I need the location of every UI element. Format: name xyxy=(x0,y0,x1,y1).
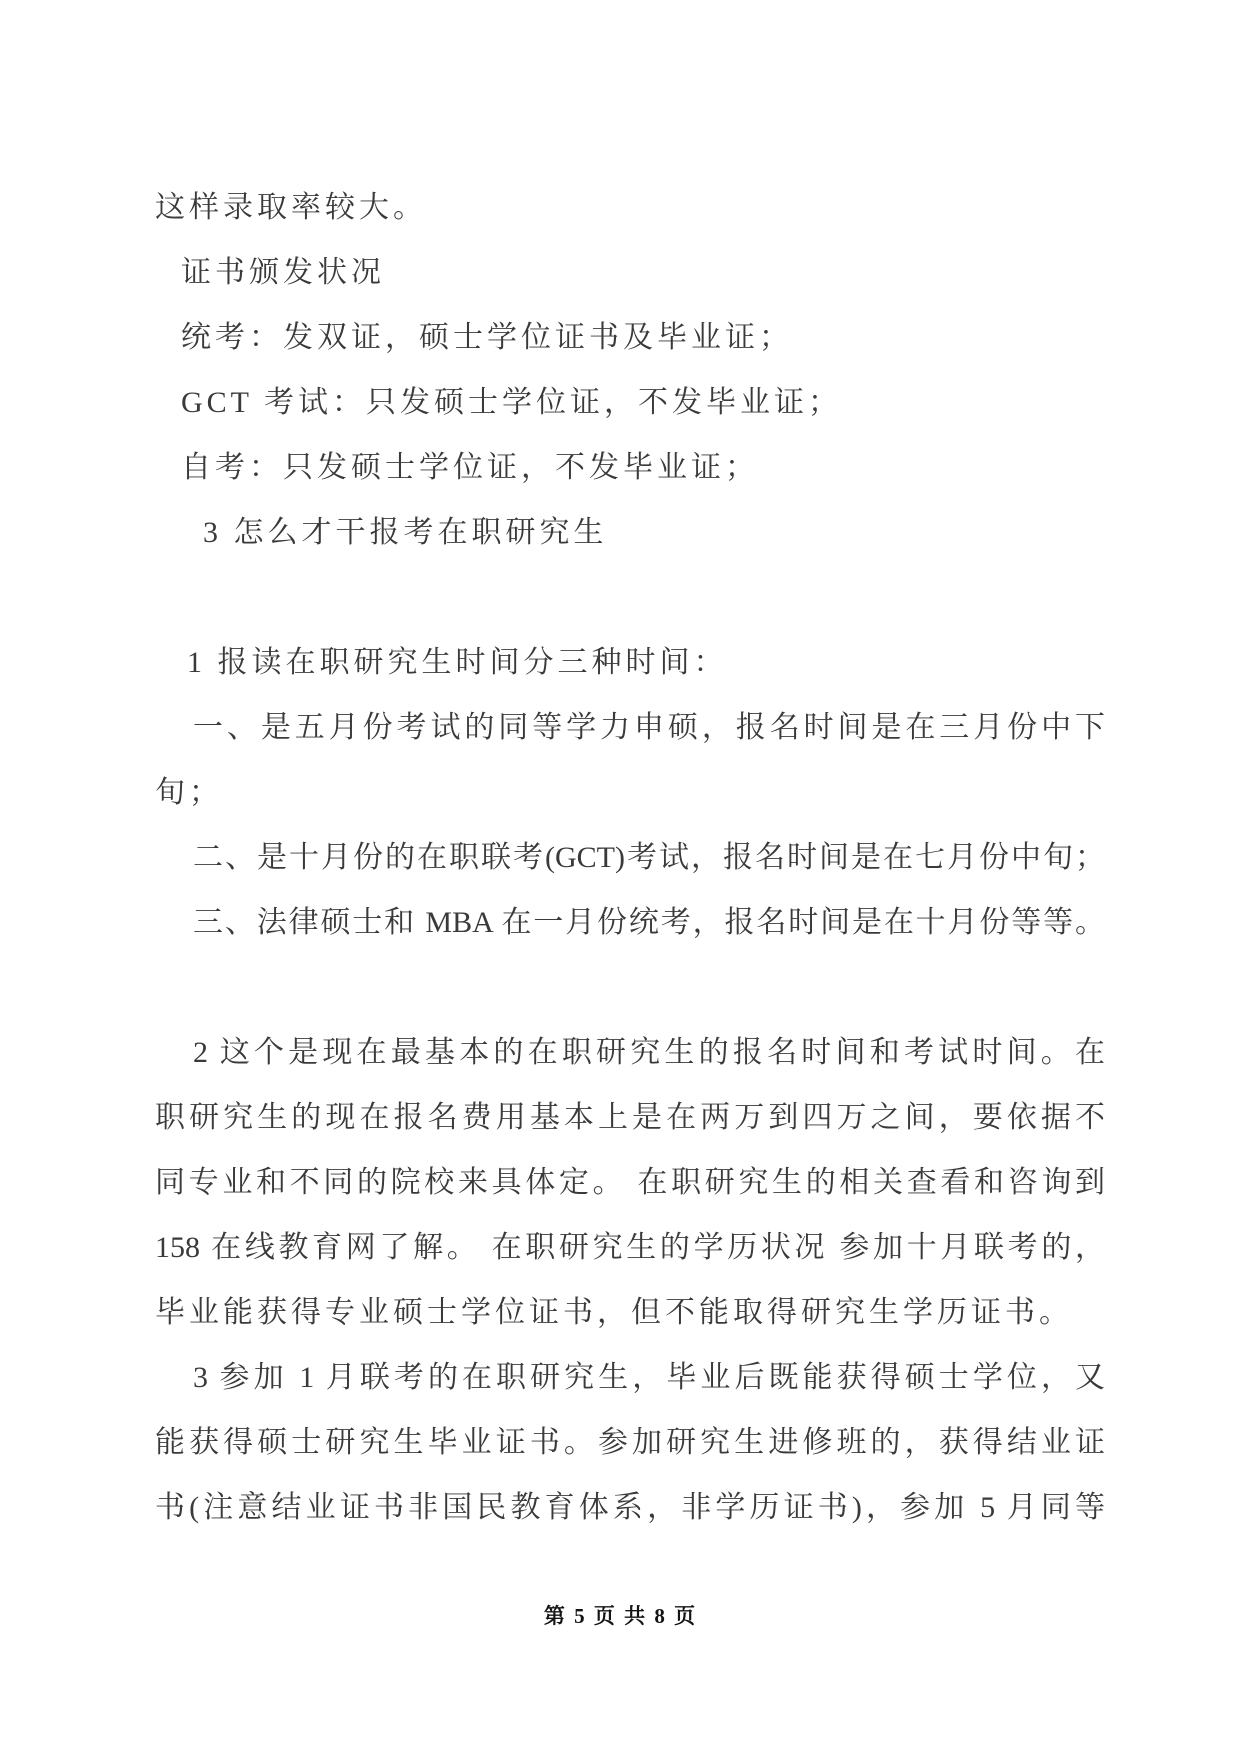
text-line: 1 报读在职研究生时间分三种时间： xyxy=(187,646,728,679)
text-line: 证书颁发状况 xyxy=(181,256,385,289)
text-line: 统考：发双证，硕士学位证书及毕业证； xyxy=(181,321,793,354)
text-line: 二、是十月份的在职联考(GCT)考试，报名时间是在七月份中旬； xyxy=(193,841,1105,874)
text-line: 书(注意结业证书非国民教育体系，非学历证书)，参加 5 月同等 xyxy=(155,1491,1105,1524)
text-line: 这样录取率较大。 xyxy=(155,191,427,224)
text-line: GCT 考试：只发硕士学位证，不发毕业证； xyxy=(181,386,842,419)
text-line: 能获得硕士研究生毕业证书。参加研究生进修班的，获得结业证 xyxy=(155,1426,1105,1459)
text-line: 3 怎么才干报考在职研究生 xyxy=(203,516,608,549)
text-line: 2 这个是现在最基本的在职研究生的报名时间和考试时间。在 xyxy=(193,1036,1105,1069)
text-line: 3 参加 1 月联考的在职研究生，毕业后既能获得硕士学位，又 xyxy=(193,1361,1105,1394)
text-line: 旬； xyxy=(155,776,223,809)
text-line: 职研究生的现在报名费用基本上是在两万到四万之间，要依据不 xyxy=(155,1101,1105,1134)
blank-line xyxy=(155,955,1105,1020)
text-line: 三、法律硕士和 MBA 在一月份统考，报名时间是在十月份等等。 xyxy=(193,906,1105,939)
text-line: 自考：只发硕士学位证，不发毕业证； xyxy=(181,451,759,484)
page-footer: 第 5 页 共 8 页 xyxy=(543,1604,698,1628)
text-line: 同专业和不同的院校来具体定。 在职研究生的相关查看和咨询到 xyxy=(155,1166,1105,1199)
text-line: 毕业能获得专业硕士学位证书，但不能取得研究生学历证书。 xyxy=(155,1296,1073,1329)
text-line: 158 在线教育网了解。 在职研究生的学历状况 参加十月联考的， xyxy=(155,1231,1105,1264)
document-body xyxy=(155,175,1105,1540)
blank-line xyxy=(155,565,1105,630)
text-line: 一、是五月份考试的同等学力申硕，报名时间是在三月份中下 xyxy=(193,711,1105,744)
